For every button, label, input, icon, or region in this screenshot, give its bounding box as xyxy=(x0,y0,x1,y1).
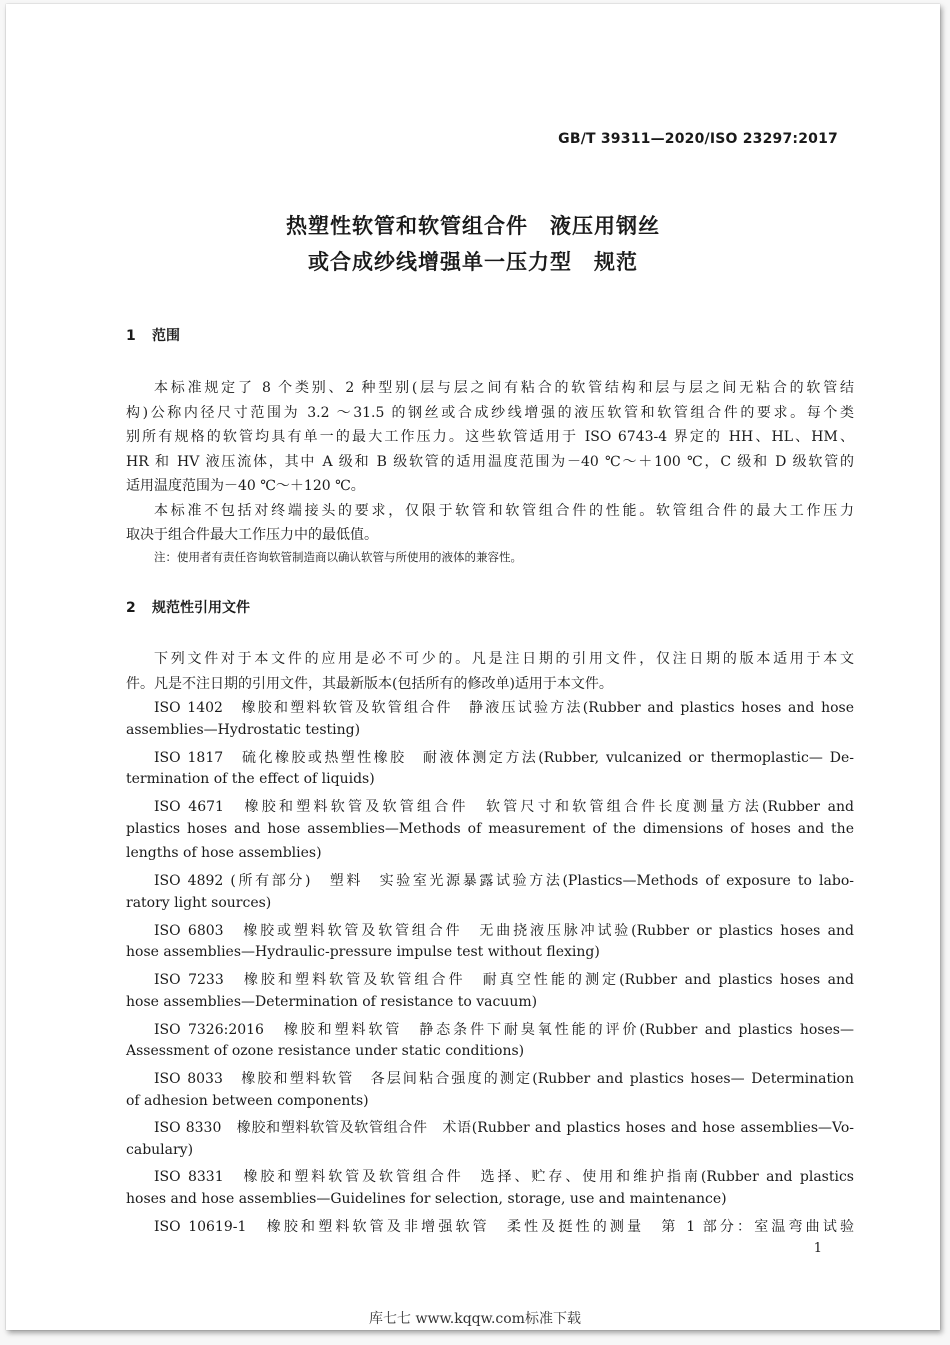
reference-line: plastics hoses and hose assemblies—Methods of measurement of the dimensions of hoses and the xyxy=(126,821,854,837)
paragraph-line: 本标准规定了 8 个类别、2 种型别(层与层之间有粘合的软管结构和层与层之间无粘合的软管结 xyxy=(154,380,854,396)
reference-line: hose assemblies—Determination of resistance to vacuum) xyxy=(126,994,538,1010)
paragraph-line: 下列文件对于本文件的应用是必不可少的。凡是注日期的引用文件，仅注日期的版本适用于本文 xyxy=(154,651,854,667)
standard-code: GB/T 39311—2020/ISO 23297:2017 xyxy=(558,131,838,147)
section-1-number: 1 xyxy=(126,328,136,344)
reference-line: ISO 6803 橡胶或塑料软管及软管组合件 无曲挠液压脉冲试验(Rubber or plastics hoses and xyxy=(154,923,854,939)
reference-line: Assessment of ozone resistance under static conditions) xyxy=(126,1043,525,1059)
reference-line: ISO 10619-1 橡胶和塑料软管及非增强软管 柔性及挺性的测量 第 1 部分：室温弯曲试验 xyxy=(154,1219,854,1235)
document-title-line-1: 热塑性软管和软管组合件 液压用钢丝 xyxy=(286,214,660,238)
document-title-line-2: 或合成纱线增强单一压力型 规范 xyxy=(308,250,638,274)
reference-line: lengths of hose assemblies) xyxy=(126,845,322,861)
page-number: 1 xyxy=(813,1241,822,1256)
reference-line: ISO 1817 硫化橡胶或热塑性橡胶 耐液体测定方法(Rubber, vulcanized or thermoplastic— De- xyxy=(154,750,854,766)
reference-line: ISO 4671 橡胶和塑料软管及软管组合件 软管尺寸和软管组合件长度测量方法(Rubber and xyxy=(154,799,854,815)
document-page xyxy=(6,4,940,1330)
paragraph-line: 本标准不包括对终端接头的要求，仅限于软管和软管组合件的性能。软管组合件的最大工作压力 xyxy=(154,503,854,519)
section-2-heading xyxy=(126,597,250,617)
reference-line: termination of the effect of liquids) xyxy=(126,771,375,787)
reference-line: cabulary) xyxy=(126,1142,194,1158)
paragraph-line: 件。凡是不注日期的引用文件，其最新版本(包括所有的修改单)适用于本文件。 xyxy=(126,676,613,692)
section-1-title: 范围 xyxy=(152,328,180,344)
section-1-note: 注：使用者有责任咨询软管制造商以确认软管与所使用的液体的兼容性。 xyxy=(154,550,522,564)
reference-line: hose assemblies—Hydraulic-pressure impulse test without flexing) xyxy=(126,944,600,960)
reference-line: assemblies—Hydrostatic testing) xyxy=(126,722,361,738)
paragraph-line: 别所有规格的软管均具有单一的最大工作压力。这些软管适用于 ISO 6743-4 界定的 HH、HL、HM、 xyxy=(126,429,854,445)
reference-line: ISO 4892 (所有部分) 塑料 实验室光源暴露试验方法(Plastics—Methods of exposure to labo- xyxy=(154,873,854,889)
paragraph-line: HR 和 HV 液压流体，其中 A 级和 B 级软管的适用温度范围为－40 ℃～＋100 ℃，C 级和 D 级软管的 xyxy=(126,454,854,470)
paragraph-line: 取决于组合件最大工作压力中的最低值。 xyxy=(126,527,378,543)
reference-line: ISO 7233 橡胶和塑料软管及软管组合件 耐真空性能的测定(Rubber and plastics hoses and xyxy=(154,972,854,988)
reference-line: hoses and hose assemblies—Guidelines for selection, storage, use and maintenance) xyxy=(126,1191,727,1207)
footer-watermark[interactable]: 库七七 www.kqqw.com标准下载 xyxy=(369,1311,581,1327)
section-2-title: 规范性引用文件 xyxy=(152,600,250,616)
paragraph-line: 适用温度范围为－40 ℃～＋120 ℃。 xyxy=(126,478,365,494)
reference-line: ratory light sources) xyxy=(126,895,272,911)
reference-line: ISO 7326:2016 橡胶和塑料软管 静态条件下耐臭氧性能的评价(Rubber and plastics hoses— xyxy=(154,1022,854,1038)
reference-line: ISO 1402 橡胶和塑料软管及软管组合件 静液压试验方法(Rubber and plastics hoses and hose xyxy=(154,700,854,716)
reference-line: ISO 8033 橡胶和塑料软管 各层间粘合强度的测定(Rubber and plastics hoses— Determination xyxy=(154,1071,854,1087)
reference-line: ISO 8331 橡胶和塑料软管及软管组合件 选择、贮存、使用和维护指南(Rubber and plastics xyxy=(154,1169,854,1185)
section-2-number: 2 xyxy=(126,600,136,616)
reference-line: of adhesion between components) xyxy=(126,1093,369,1109)
paragraph-line: 构)公称内径尺寸范围为 3.2 ～31.5 的钢丝或合成纱线增强的液压软管和软管组合件的要求。每个类 xyxy=(126,405,854,421)
section-1-heading xyxy=(126,325,180,345)
reference-line: ISO 8330 橡胶和塑料软管及软管组合件 术语(Rubber and plastics hoses and hose assemblies—Vo- xyxy=(154,1120,854,1136)
